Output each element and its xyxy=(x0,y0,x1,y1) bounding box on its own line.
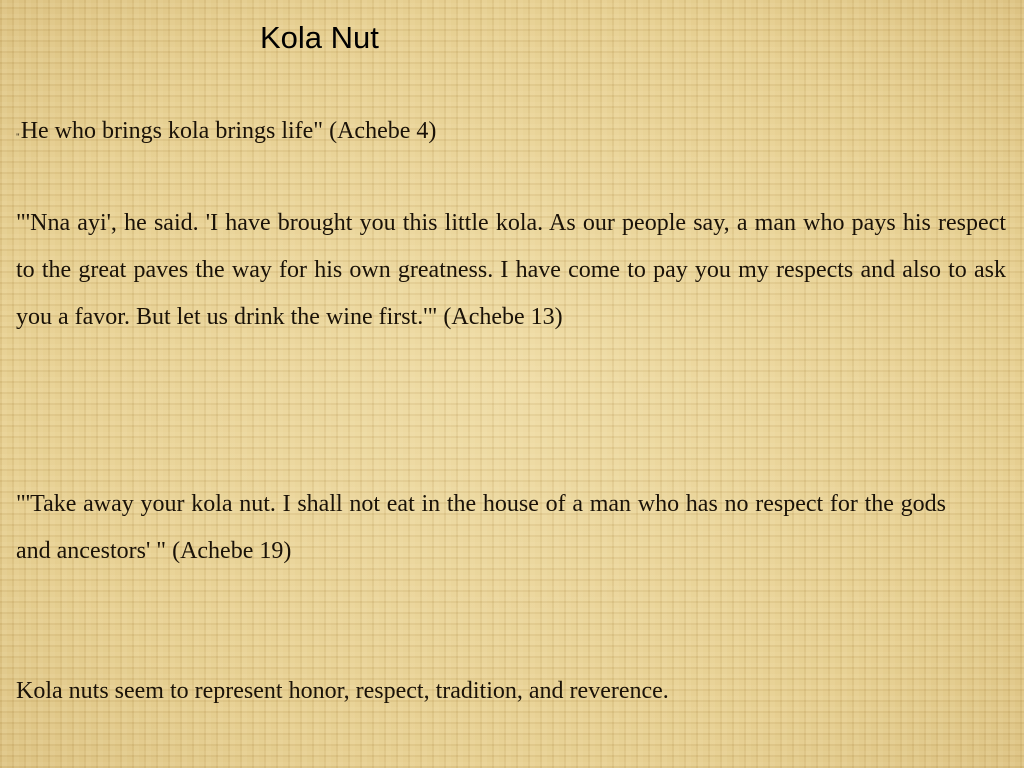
small-quote-mark: " xyxy=(16,132,20,142)
conclusion-text: Kola nuts seem to represent honor, respect, tradition, and reverence. xyxy=(16,678,669,704)
quote-kola-brings-life-text: He who brings kola brings life" (Achebe 4) xyxy=(20,118,437,144)
quote-nna-ayi: "'Nna ayi', he said. 'I have brought you this little kola. As our people say, a man who pays his respect to the great paves the way for his own greatness. I have come to pay you my respects and also to ask you a favor. But let us drink the wine first.'" (Achebe 13) xyxy=(16,210,1006,330)
quote-take-away-kola: "'Take away your kola nut. I shall not eat in the house of a man who has no respect for the gods and ancestors' " (Achebe 19) xyxy=(16,491,946,564)
quote-kola-brings-life xyxy=(16,108,1006,155)
slide-title: Kola Nut xyxy=(260,20,379,55)
